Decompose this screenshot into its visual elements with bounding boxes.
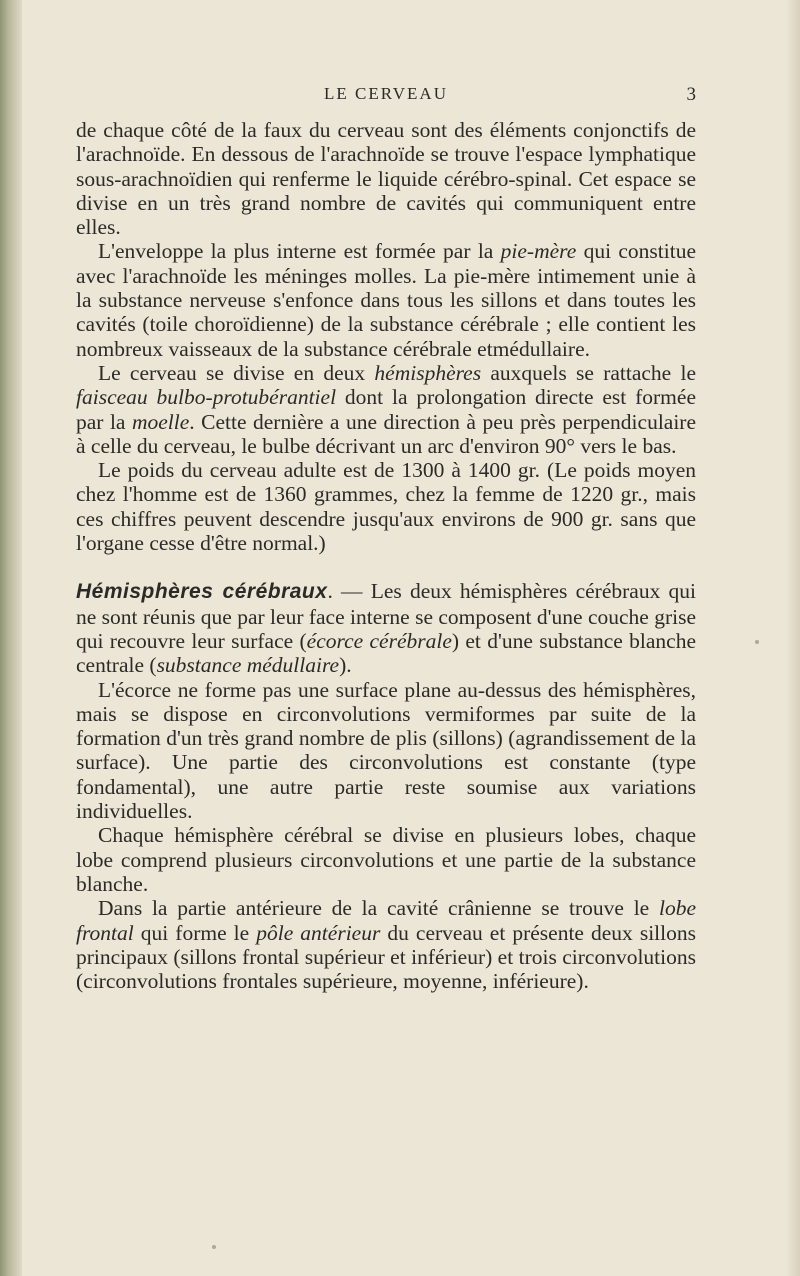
text-run: auxquels se rattache le <box>481 360 696 385</box>
page-number: 3 <box>686 84 696 105</box>
text-run: Chaque hémisphère cérébral se divise en plusieurs lobes, chaque lobe comprend plusieurs circonvolutions et une partie de la substance blanche. <box>76 823 696 896</box>
italic-term: hémisphères <box>374 360 482 385</box>
text-run: Dans la partie antérieure de la cavité crânienne se trouve le <box>98 896 659 921</box>
page-header <box>76 84 696 108</box>
body-text <box>76 118 696 993</box>
text-run: . — Les deux hémisphères cérébraux qui ne sont réunis que par leur face interne se composent d'une couche grise qui recouvre leur surface ( <box>76 579 696 653</box>
italic-term: substance médullaire <box>156 653 340 678</box>
text-run: Le poids du cerveau adulte est de 1300 à 1400 gr. (Le poids moyen chez l'homme est de 1360 grammes, chez la femme de 1220 gr., mais ces chiffres peuvent descendre jusqu'aux environs de 900 gr. sans que l'organe cesse d'être normal.) <box>76 458 696 556</box>
running-head: LE CERVEAU <box>324 84 448 103</box>
paragraph <box>76 823 696 896</box>
paragraph <box>76 118 696 239</box>
italic-term: pie-mère <box>500 239 577 264</box>
text-run: dont la prolongation directe est formée par la <box>76 385 696 434</box>
page-binding-edge <box>0 0 22 1276</box>
paragraph <box>76 458 696 555</box>
text-run: ) et d'une substance blanche centrale ( <box>76 628 697 678</box>
text-run: de chaque côté de la faux du cerveau sont des éléments conjonctifs de l'arachnoïde. En dessous de l'arachnoïde se trouve l'espace lymphatique sous-arachnoïdien qui renferme le liquide cérébro-spinal. Cet espace se divise en un très grand nombre de cavités qui communiquent entre elles. <box>76 118 696 240</box>
text-run: du cerveau et présente deux sillons principaux (sillons frontal supérieur et inférieur) et trois circonvolutions (circonvolutions frontales supérieure, moyenne, inférieure). <box>76 920 696 994</box>
paper-speck <box>755 640 759 644</box>
text-run: L'enveloppe la plus interne est formée par la <box>98 239 501 264</box>
text-run: Le cerveau se divise en deux <box>98 360 375 385</box>
italic-term: moelle <box>131 409 190 434</box>
text-run: . Cette dernière a une direction à peu près perpendiculaire à celle du cerveau, le bulbe décrivant un arc d'environ 90° vers le bas. <box>76 409 697 458</box>
paragraph <box>76 361 696 458</box>
section-paragraph <box>76 579 696 677</box>
text-run: qui forme le <box>133 920 257 945</box>
paragraph <box>76 896 696 993</box>
paragraph <box>76 678 696 824</box>
italic-term: écorce cérébrale <box>306 628 452 653</box>
italic-term: pôle antérieur <box>256 920 381 945</box>
text-run: L'écorce ne forme pas une surface plane au-dessus des hémisphères, mais se dispose en circonvolutions vermiformes par suite de la formation d'un très grand nombre de plis (sillons) (agrandissement de la surface). Une partie des circonvolutions est constante (type fondamental), une autre partie reste soumise aux variations individuelles. <box>76 677 696 824</box>
italic-term: faisceau bulbo-protubérantiel <box>76 385 337 410</box>
paper-speck <box>212 1245 216 1249</box>
page-right-edge <box>786 0 800 1276</box>
text-run: qui constitue avec l'arachnoïde les méninges molles. La pie-mère intimement unie à la substance nerveuse s'enfonce dans tous les sillons et dans toutes les cavités (toile choroïdienne) de la substance cérébrale ; elle contient les nombreux vaisseaux de la substance cérébrale etmédullaire. <box>76 239 696 361</box>
paragraph <box>76 239 696 360</box>
text-run: ). <box>339 653 352 678</box>
section-heading: Hémisphères cérébraux <box>76 580 328 604</box>
italic-term: lobe frontal <box>76 896 696 945</box>
